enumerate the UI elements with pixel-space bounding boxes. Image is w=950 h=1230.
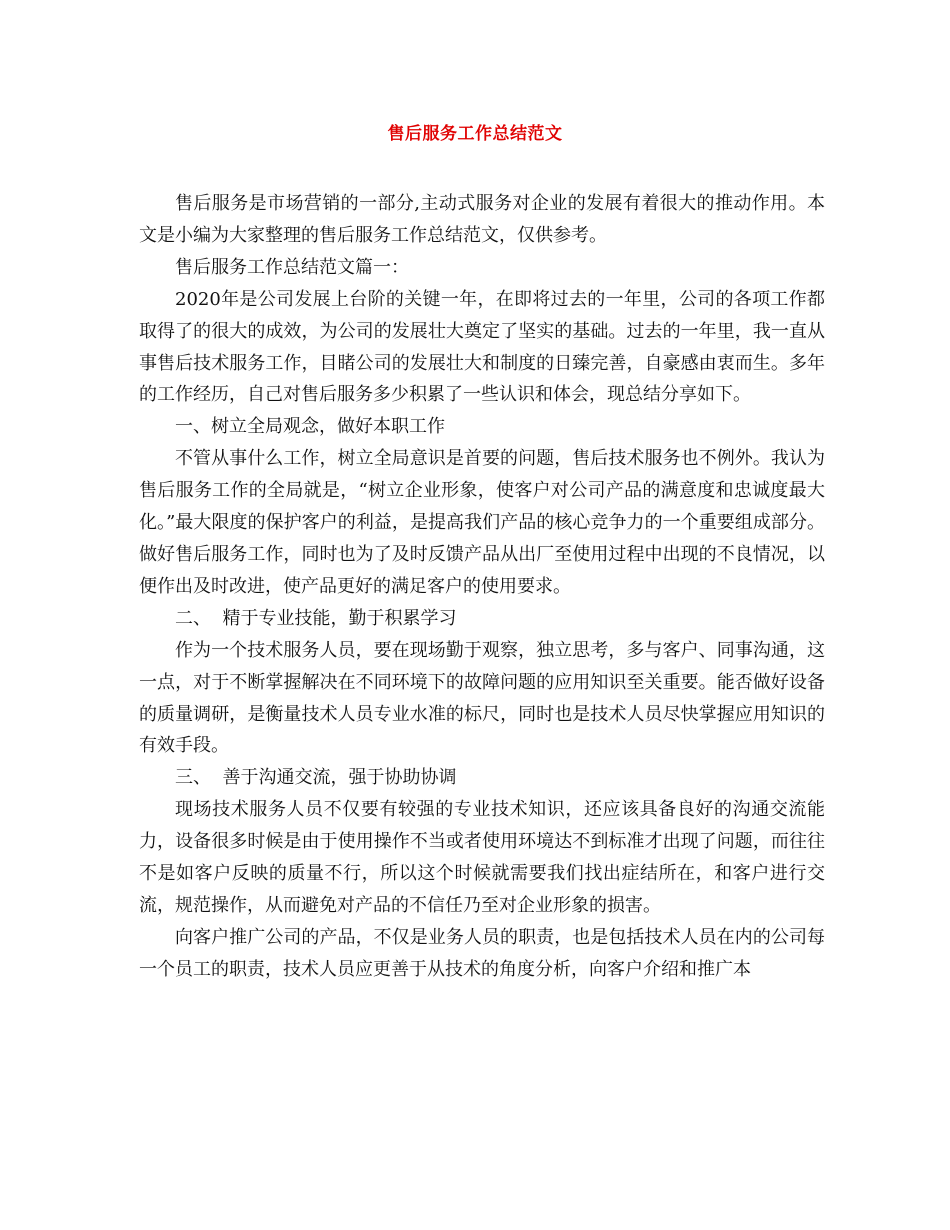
paragraph-section-2: 作为一个技术服务人员，要在现场勤于观察，独立思考，多与客户、同事沟通，这一点，对于不断掌握解决在不同环境下的故障问题的应用知识至关重要。能否做好设备的质量调研，是衡量技术人员专业水准的标尺，同时也是技术人员尽快掌握应用知识的有效手段。 (139, 639, 825, 757)
section-heading-1: 一、树立全局观念，做好本职工作 (175, 416, 445, 438)
document-body (139, 188, 825, 986)
paragraph-section-3a: 现场技术服务人员不仅要有较强的专业技术知识，还应该具备良好的沟通交流能力，设备很多时候是由于使用操作不当或者使用环境达不到标准才出现了问题，而往往不是如客户反映的质量不行，所以这个时候就需要我们找出症结所在，和客户进行交流，规范操作，从而避免对产品的不信任乃至对企业形象的损害。 (139, 799, 825, 916)
section-heading-part-one: 售后服务工作总结范文篇一： (175, 256, 409, 278)
section-heading-2: 二、 精于专业技能，勤于积累学习 (175, 607, 457, 629)
paragraph-section-3b: 向客户推广公司的产品，不仅是业务人员的职责，也是包括技术人员在内的公司每一个员工的职责，技术人员应更善于从技术的角度分析，向客户介绍和推广本 (139, 926, 825, 980)
paragraph-overview: 2020年是公司发展上台阶的关键一年，在即将过去的一年里，公司的各项工作都取得了的很大的成效，为公司的发展壮大奠定了坚实的基础。过去的一年里，我一直从事售后技术服务工作，目睹公司的发展壮大和制度的日臻完善，自豪感由衷而生。多年的工作经历，自己对售后服务多少积累了一些认识和体会，现总结分享如下。 (139, 288, 825, 406)
document-title: 售后服务工作总结范文 (387, 124, 563, 144)
section-heading-3: 三、 善于沟通交流，强于协助协调 (175, 767, 457, 789)
paragraph-section-1: 不管从事什么工作，树立全局意识是首要的问题，售后技术服务也不例外。我认为售后服务工作的全局就是，“树立企业形象，使客户对公司产品的满意度和忠诚度最大化。”最大限度的保护客户的利益，是提高我们产品的核心竞争力的一个重要组成部分。做好售后服务工作，同时也为了及时反馈产品从出厂至使用过程中出现的不良情况，以便作出及时改进，使产品更好的满足客户的使用要求。 (139, 448, 825, 597)
paragraph-intro: 售后服务是市场营销的一部分,主动式服务对企业的发展有着很大的推动作用。本文是小编为大家整理的售后服务工作总结范文，仅供参考。 (139, 193, 825, 246)
